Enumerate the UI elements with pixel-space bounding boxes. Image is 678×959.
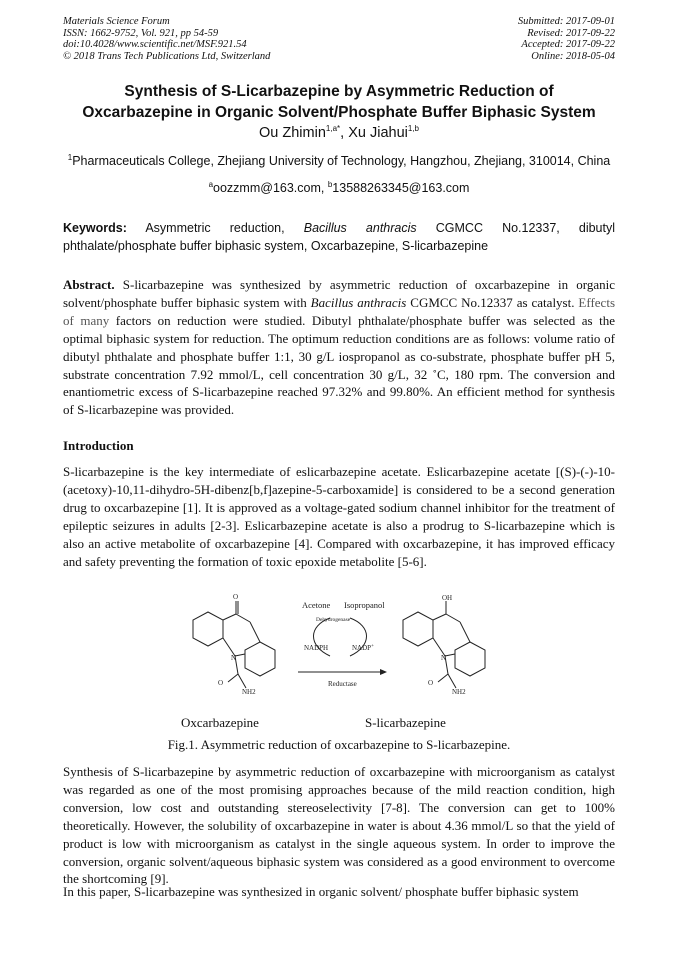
online-date: Online: 2018-05-04 [531,50,615,62]
right-nitrogen: N [441,654,447,662]
acetone-label: Acetone [302,600,331,610]
right-hydroxyl: OH [442,594,453,602]
keywords [63,219,615,255]
email-a: oozzmm@163.com, [213,181,328,195]
reaction-scheme [180,590,500,702]
nadp-label [352,644,374,652]
affiliation [40,154,638,168]
keywords-text-2: CGMCC No.12337, dibutyl phthalate/phosphate buffer biphasic system, Oxcarbazepine, S-licarbazepine [63,221,616,253]
nadph-label: NADPH [304,644,329,652]
left-nitrogen: N [231,654,237,662]
nadp-text: NADP [352,644,372,652]
emails [0,181,678,195]
header-right [518,16,615,62]
intro-paragraph-1: S-licarbazepine is the key intermediate of eslicarbazepine acetate. Eslicarbazepine acetate [(S)-(-)-10-(acetoxy)-10,11-dihydro-5H-dibenz[b,f]azepine-5-carboxamide] is considered to be a second generation drug to oxcarbazepine [1]. It is approved as a voltage-gated sodium channel inhibitor for the treatment of epileptic seizures in adults [2-3]. Eslicarbazepine acetate is also a prodrug to S-licarbazepine which is also an active metabolite of oxcarbazepine [4]. Compared with oxcarbazepine, it has improved efficacy and safety preventing the formation of toxic epoxide metabolite [5-6]. [63,464,615,569]
submitted-date: Submitted: 2017-09-01 [517,16,615,27]
figure-caption: Fig.1. Asymmetric reduction of oxcarbazepine to S-licarbazepine. [167,737,511,752]
nadp-sup: + [371,644,374,649]
right-benzene-ring-2 [455,642,485,676]
affiliation-text: Pharmaceuticals College, Zhejiang University of Technology, Hangzhou, Zhejiang, 310014, China [72,154,611,168]
introduction-heading: Introduction [63,438,134,453]
intro-paragraph-3: In this paper, S-licarbazepine was synthesized in organic solvent/ phosphate buffer biphasic system [63,884,579,899]
title-line-1: Synthesis of S-Licarbazepine by Asymmetric Reduction of [124,83,554,100]
journal-name: Materials Science Forum [63,16,170,27]
dehydrogenase-label: Dehydrogenase [316,617,351,623]
issn: ISSN: 1662-9752, Vol. 921, pp 54-59 [63,27,219,39]
email-a-sup: a [208,179,214,189]
author-2-affil: 1,b [407,124,419,134]
abstract-text-3: factors on reduction were studied. Dibutyl phthalate/phosphate buffer was selected as the optimal biphasic system for reduction. The optimum reduction conditions are as follows: volume ratio of dibutyl phthalate and phosphate buffer 1:1, 30 g/L iospropanol as co-substrate, phosphate buffer pH 5, substrate concentration 7.92 mmol/L, cell concentration 30 g/L, 32 ˚C, 180 rpm. The conversion and enantiometric excess of S-licarbazepine reached 97.32% and 99.80%. An efficient method for synthesis of S-licarbazepine was provided. [63,312,615,418]
doi: doi:10.4028/www.scientific.net/MSF.921.54 [63,39,247,50]
author-1-affil: 1,a* [325,124,341,134]
abstract-highlight: Effects of many [63,294,615,328]
abstract-text-1: S-licarbazepine was synthesized by asymmetric reduction of oxcarbazepine in organic solvent/phosphate buffer biphasic system with [63,277,615,310]
accepted-date: Accepted: 2017-09-22 [521,39,615,50]
left-nh2: NH2 [242,688,256,696]
right-benzene-ring-1 [403,612,433,646]
left-carbonyl-o: O [233,593,239,601]
affiliation-sup: 1 [67,152,73,162]
title-line-2: Oxcarbazepine in Organic Solvent/Phosphate Buffer Biphasic System [82,104,596,121]
right-nh2: NH2 [452,688,466,696]
email-b: 13588263345@163.com [332,181,470,195]
left-amide-o: O [218,679,224,687]
paper-title [40,81,638,123]
isopropanol-label: Isopropanol [344,600,385,610]
left-benzene-ring-2 [245,642,275,676]
header-left [63,16,270,62]
abstract-text-2: CGMCC No.12337 as catalyst. [406,294,579,310]
reductase-label: Reductase [328,680,357,688]
abstract-italic: Bacillus anthracis [310,294,407,310]
author-separator: , [340,125,349,141]
s-licarbazepine-label: S-licarbazepine [365,715,446,730]
intro-paragraph-2: Synthesis of S-licarbazepine by asymmetric reduction of oxcarbazepine with microorganism as catalyst was regarded as one of the most promising approaches because of the mild reaction condition, high conversion, low cost and outstanding stereoselectivity [7-8]. The conversion can get to 100% theoretically. However, the solubility of oxcarbazepine in water is about 4.36 mmol/L so that the yield of product is low with microorganism as catalyst in the single aqueous system. In order to improve the conversion, organic solvent/aqueous biphasic system was considered as a good environment to overcome the shortcoming [9]. [63,764,615,887]
revised-date: Revised: 2017-09-22 [527,27,615,39]
authors [0,125,678,141]
oxcarbazepine-label: Oxcarbazepine [181,715,259,730]
keywords-text-1: Asymmetric reduction, [126,221,304,235]
author-1: Ou Zhimin [259,125,326,141]
email-b-sup: b [327,179,333,189]
copyright: © 2018 Trans Tech Publications Ltd, Switzerland [63,50,271,62]
abstract-label: Abstract. [63,277,115,292]
abstract [63,276,615,419]
author-2: Xu Jiahui [348,125,408,141]
keywords-italic: Bacillus anthracis [303,221,417,235]
right-amide-o: O [428,679,434,687]
keywords-label: Keywords: [63,221,127,235]
left-benzene-ring-1 [193,612,223,646]
